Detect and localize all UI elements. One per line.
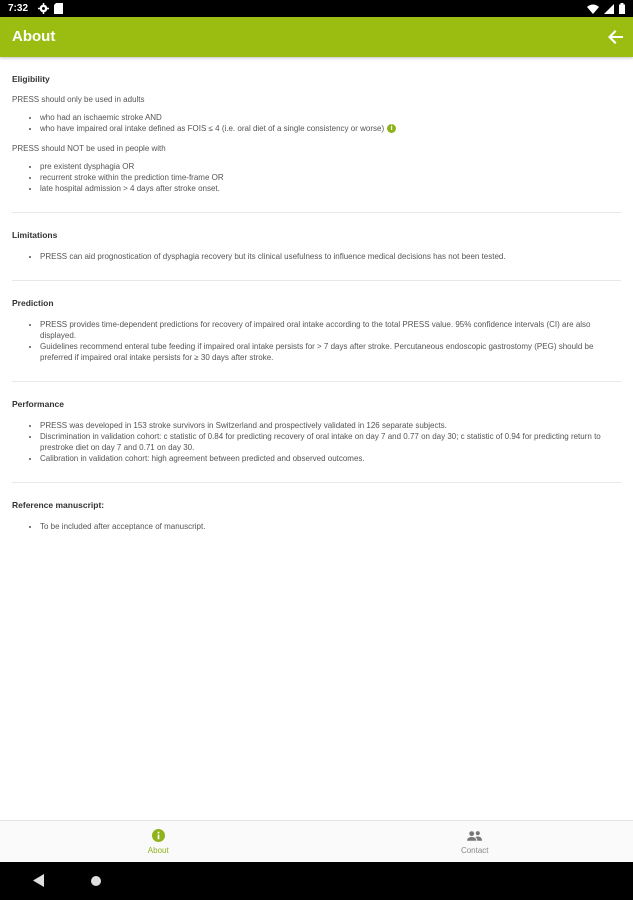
section-title: Eligibility xyxy=(12,74,50,84)
section-title: Reference manuscript: xyxy=(12,500,105,510)
list-item: • Discrimination in validation cohort: c statistic of 0.84 for predicting recovery of oral intake on day 7 and 0.77 on day 30; c statistic of 0.94 for predicting return to prestroke diet on day 7 and 0.71 on day 30. xyxy=(40,431,621,453)
list-item: • Calibration in validation cohort: high agreement between predicted and observed outcomes. xyxy=(40,453,621,464)
section-title: Performance xyxy=(12,399,64,409)
status-bar xyxy=(0,0,633,17)
list-item: • Guidelines recommend enteral tube feeding if impaired oral intake persists for > 7 days after stroke. Percutaneous endoscopic gastrostomy (PEG) should be preferred if impaired oral intake persists for ≥ 30 days after stroke. xyxy=(40,341,621,363)
tab-label: About xyxy=(147,846,169,855)
tab-contact[interactable] xyxy=(317,821,633,863)
app-bar xyxy=(0,17,633,57)
section-eligibility xyxy=(12,57,621,213)
system-back-icon[interactable] xyxy=(33,874,44,887)
signal-icon xyxy=(604,4,614,14)
bullet-list xyxy=(12,112,621,134)
page-title: About xyxy=(12,28,56,45)
gear-icon xyxy=(38,3,49,14)
tab-label: Contact xyxy=(460,845,489,855)
list-item: • PRESS can aid prognostication of dysphagia recovery but its clinical usefulness to influence medical decisions has not been tested. xyxy=(40,251,621,262)
section-title: Prediction xyxy=(12,298,54,308)
section-prediction xyxy=(12,281,621,382)
arrow-back-icon[interactable] xyxy=(607,28,625,46)
paragraph: PRESS should only be used in adults xyxy=(12,95,145,104)
section-title: Limitations xyxy=(12,230,58,240)
info-icon xyxy=(152,829,165,842)
bullet-list xyxy=(12,521,621,532)
list-item: • PRESS was developed in 153 stroke survivors in Switzerland and prospectively validated in 126 separate subjects. xyxy=(40,420,621,431)
contact-icon xyxy=(467,830,482,842)
list-item xyxy=(40,123,621,134)
list-item: • recurrent stroke within the prediction time-frame OR xyxy=(40,172,621,183)
list-item: • late hospital admission > 4 days after stroke onset. xyxy=(40,183,621,194)
about-content[interactable] xyxy=(0,57,633,820)
bullet-list xyxy=(12,319,621,363)
paragraph: PRESS should NOT be used in people with xyxy=(12,144,166,153)
system-navigation-bar xyxy=(0,862,633,900)
battery-icon xyxy=(619,3,625,14)
list-item: • who had an ischaemic stroke AND xyxy=(40,112,621,123)
list-item: • PRESS provides time-dependent predictions for recovery of impaired oral intake according to the total PRESS value. 95% confidence intervals (CI) are also displayed. xyxy=(40,319,621,341)
bullet-list xyxy=(12,161,621,194)
tab-about[interactable] xyxy=(0,821,317,863)
info-icon[interactable]: i xyxy=(387,124,396,133)
bullet-list xyxy=(12,420,621,464)
status-time: 7:32 xyxy=(8,3,29,14)
system-home-icon[interactable] xyxy=(91,876,101,886)
list-item: • pre existent dysphagia OR xyxy=(40,161,621,172)
list-item-text: who have impaired oral intake defined as FOIS ≤ 4 (i.e. oral diet of a single consistency or worse) xyxy=(40,124,385,133)
section-reference xyxy=(12,483,621,550)
bottom-navigation xyxy=(0,820,633,863)
section-performance xyxy=(12,382,621,483)
list-item: • To be included after acceptance of manuscript. xyxy=(40,521,621,532)
bullet-list xyxy=(12,251,621,262)
sd-card-icon xyxy=(54,3,63,14)
wifi-icon xyxy=(587,4,599,14)
section-limitations xyxy=(12,213,621,281)
